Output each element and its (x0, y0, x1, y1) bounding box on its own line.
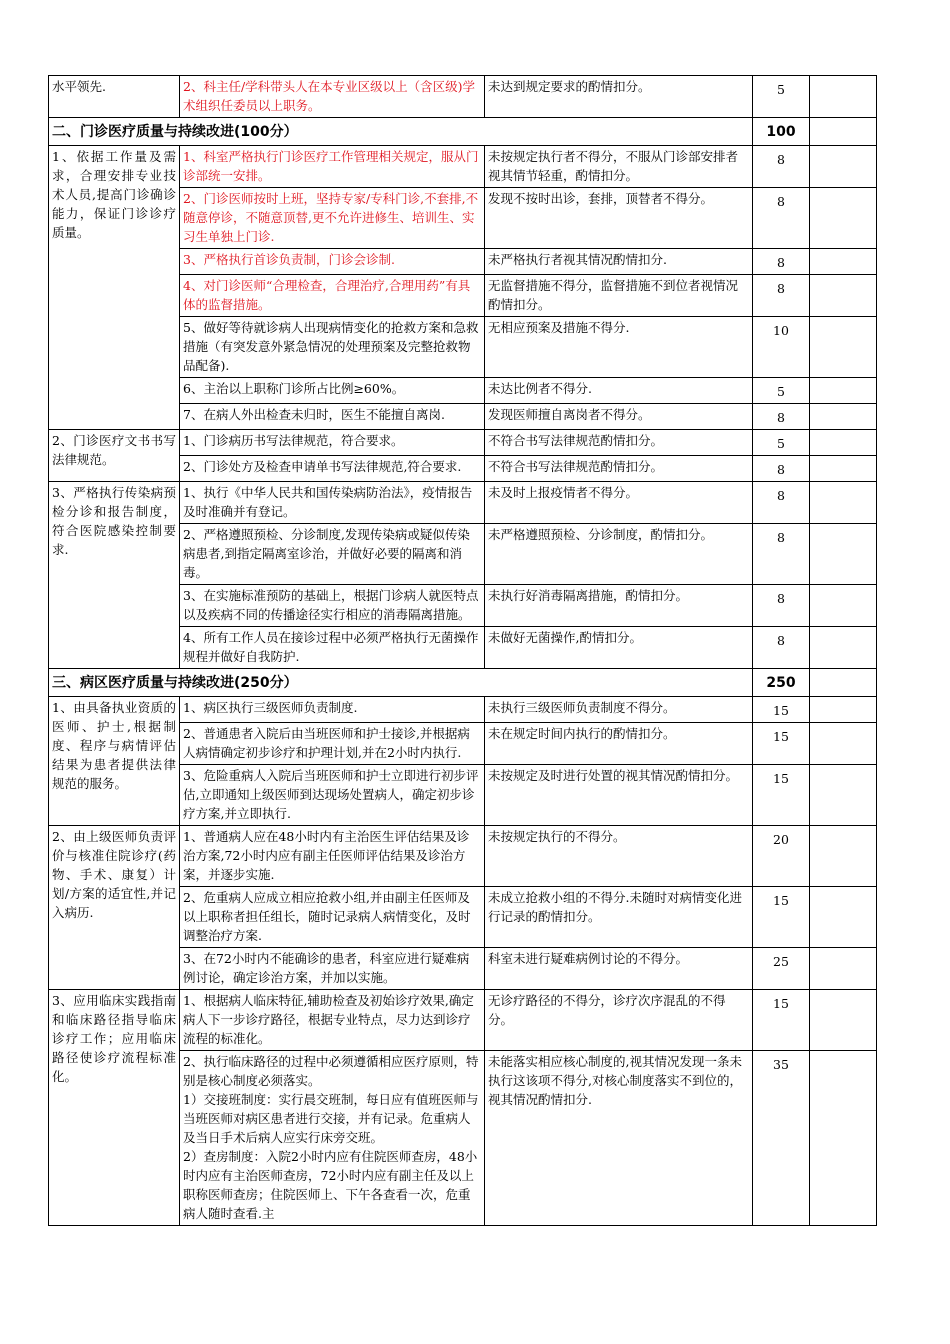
score-cell: 5 (753, 378, 810, 404)
standard-cell: 未在规定时间内执行的酌情扣分。 (485, 723, 753, 765)
section-title: 三、病区医疗质量与持续改进(250分） (49, 669, 753, 697)
requirement-cell: 5、做好等待就诊病人出现病情变化的抢救方案和急救措施（有突发意外紧急情况的处理预案及完整抢救物品配备). (180, 317, 485, 378)
empty-cell (810, 118, 877, 146)
standard-cell: 未严格执行者视其情况酌情扣分. (485, 249, 753, 275)
score-cell: 8 (753, 188, 810, 249)
standard-cell: 未能落实相应核心制度的,视其情况发现一条未执行这该项不得分,对核心制度落实不到位的，视其情况酌情扣分. (485, 1051, 753, 1226)
evaluation-table (48, 75, 877, 1226)
empty-cell (810, 697, 877, 723)
standard-cell: 发现医师擅自离岗者不得分。 (485, 404, 753, 430)
empty-cell (810, 482, 877, 524)
empty-cell (810, 456, 877, 482)
empty-cell (810, 723, 877, 765)
standard-cell: 未执行三级医师负责制度不得分。 (485, 697, 753, 723)
requirement-cell: 1、病区执行三级医师负责制度. (180, 697, 485, 723)
category-cell: 1、依据工作量及需求，合理安排专业技术人员,提高门诊确诊能力，保证门诊诊疗质量。 (49, 146, 180, 430)
standard-cell: 未成立抢救小组的不得分.未随时对病情变化进行记录的酌情扣分。 (485, 887, 753, 948)
section-title: 二、门诊医疗质量与持续改进(100分） (49, 118, 753, 146)
requirement-cell: 3、严格执行首诊负责制，门诊会诊制. (180, 249, 485, 275)
standard-cell: 未严格遵照预检、分诊制度，酌情扣分。 (485, 524, 753, 585)
score-cell: 15 (753, 723, 810, 765)
category-cell: 1、由具备执业资质的医师、护士,根据制度、程序与病情评估结果为患者提供法律规范的服务。 (49, 697, 180, 826)
empty-cell (810, 317, 877, 378)
score-cell: 35 (753, 1051, 810, 1226)
standard-cell: 未按规定执行者不得分，不服从门诊部安排者视其情节轻重，酌情扣分。 (485, 146, 753, 188)
table-row (49, 826, 877, 887)
empty-cell (810, 1051, 877, 1226)
empty-cell (810, 378, 877, 404)
score-cell: 8 (753, 585, 810, 627)
requirement-cell: 1、科室严格执行门诊医疗工作管理相关规定，服从门诊部统一安排。 (180, 146, 485, 188)
score-cell: 5 (753, 76, 810, 118)
section-score: 100 (753, 118, 810, 146)
standard-cell: 无诊疗路径的不得分，诊疗次序混乱的不得分。 (485, 990, 753, 1051)
table-row (49, 990, 877, 1051)
standard-cell: 不符合书写法律规范酌情扣分。 (485, 430, 753, 456)
category-cell: 3、应用临床实践指南和临床路径指导临床诊疗工作；应用临床路径使诊疗流程标准化。 (49, 990, 180, 1226)
requirement-cell: 1、执行《中华人民共和国传染病防治法》，疫情报告及时准确并有登记。 (180, 482, 485, 524)
table-row (49, 430, 877, 456)
standard-cell: 未达到规定要求的酌情扣分。 (485, 76, 753, 118)
table-row (49, 697, 877, 723)
standard-cell: 发现不按时出诊，套排，顶替者不得分。 (485, 188, 753, 249)
empty-cell (810, 275, 877, 317)
score-cell: 15 (753, 765, 810, 826)
requirement-cell: 2、门诊处方及检查申请单书写法律规范,符合要求. (180, 456, 485, 482)
requirement-cell: 2、门诊医师按时上班，坚持专家/专科门诊,不套排,不随意停诊，不随意顶替,更不允许进修生、培训生、实习生单独上门诊. (180, 188, 485, 249)
table-row (49, 76, 877, 118)
standard-cell: 未达比例者不得分. (485, 378, 753, 404)
score-cell: 8 (753, 456, 810, 482)
empty-cell (810, 826, 877, 887)
score-cell: 8 (753, 249, 810, 275)
empty-cell (810, 146, 877, 188)
empty-cell (810, 188, 877, 249)
standard-cell: 不符合书写法律规范酌情扣分。 (485, 456, 753, 482)
requirement-cell: 6、主治以上职称门诊所占比例≥60%。 (180, 378, 485, 404)
requirement-cell: 3、在实施标准预防的基础上，根据门诊病人就医特点以及疾病不同的传播途径实行相应的消毒隔离措施。 (180, 585, 485, 627)
evaluation-table-body (49, 76, 877, 1226)
standard-cell: 未做好无菌操作,酌情扣分。 (485, 627, 753, 669)
requirement-cell: 4、所有工作人员在接诊过程中必须严格执行无菌操作规程并做好自我防护. (180, 627, 485, 669)
score-cell: 8 (753, 146, 810, 188)
score-cell: 5 (753, 430, 810, 456)
requirement-cell: 2、严格遵照预检、分诊制度,发现传染病或疑似传染病患者,到指定隔离室诊治，并做好必要的隔离和消毒。 (180, 524, 485, 585)
score-cell: 8 (753, 627, 810, 669)
empty-cell (810, 948, 877, 990)
empty-cell (810, 627, 877, 669)
requirement-cell: 1、门诊病历书写法律规范，符合要求。 (180, 430, 485, 456)
requirement-cell: 2、普通患者入院后由当班医师和护士接诊,并根据病人病情确定初步诊疗和护理计划,并在2小时内执行. (180, 723, 485, 765)
table-row (49, 146, 877, 188)
standard-cell: 未按规定执行的不得分。 (485, 826, 753, 887)
category-cell: 2、由上级医师负责评价与核准住院诊疗(药物、手术、康复）计划/方案的适宜性,并记入病历. (49, 826, 180, 990)
requirement-cell: 1、普通病人应在48小时内有主治医生评估结果及诊治方案,72小时内应有副主任医师评估结果及诊治方案，并逐步实施. (180, 826, 485, 887)
requirement-cell: 2、科主任/学科带头人在本专业区级以上（含区级)学术组织任委员以上职务。 (180, 76, 485, 118)
requirement-cell: 7、在病人外出检查未归时，医生不能擅自离岗. (180, 404, 485, 430)
empty-cell (810, 585, 877, 627)
empty-cell (810, 669, 877, 697)
score-cell: 10 (753, 317, 810, 378)
empty-cell (810, 765, 877, 826)
score-cell: 15 (753, 887, 810, 948)
empty-cell (810, 249, 877, 275)
category-cell: 2、门诊医疗文书书写法律规范。 (49, 430, 180, 482)
score-cell: 8 (753, 404, 810, 430)
score-cell: 20 (753, 826, 810, 887)
standard-cell: 无相应预案及措施不得分. (485, 317, 753, 378)
requirement-cell: 3、在72小时内不能确诊的患者，科室应进行疑难病例讨论，确定诊治方案，并加以实施。 (180, 948, 485, 990)
score-cell: 8 (753, 275, 810, 317)
empty-cell (810, 404, 877, 430)
requirement-cell: 2、危重病人应成立相应抢救小组,并由副主任医师及以上职称者担任组长，随时记录病人病情变化，及时调整治疗方案. (180, 887, 485, 948)
standard-cell: 科室未进行疑难病例讨论的不得分。 (485, 948, 753, 990)
score-cell: 15 (753, 990, 810, 1051)
requirement-cell: 1、根据病人临床特征,辅助检查及初始诊疗效果,确定病人下一步诊疗路径，根据专业特点，尽力达到诊疗流程的标准化。 (180, 990, 485, 1051)
section-header-row (49, 669, 877, 697)
category-cell: 水平领先. (49, 76, 180, 118)
score-cell: 25 (753, 948, 810, 990)
empty-cell (810, 524, 877, 585)
section-score: 250 (753, 669, 810, 697)
requirement-cell: 2、执行临床路径的过程中必须遵循相应医疗原则，特别是核心制度必须落实。 1）交接班制度：实行晨交班制，每日应有值班医师与当班医师对病区患者进行交接，并有记录。危重病人及当日手术后病人应实行床旁交班。 2）查房制度：入院2小时内应有住院医师查房，48小时内应有主治医师查房，72小时内应有副主任及以上职称医师查房；住院医师上、下午各查看一次，危重病人随时查看.主 (180, 1051, 485, 1226)
table-row (49, 482, 877, 524)
score-cell: 15 (753, 697, 810, 723)
requirement-cell: 3、危险重病人入院后当班医师和护士立即进行初步评估,立即通知上级医师到达现场处置病人，确定初步诊疗方案,并立即执行. (180, 765, 485, 826)
empty-cell (810, 430, 877, 456)
standard-cell: 未按规定及时进行处置的视其情况酌情扣分。 (485, 765, 753, 826)
empty-cell (810, 887, 877, 948)
category-cell: 3、严格执行传染病预检分诊和报告制度，符合医院感染控制要求. (49, 482, 180, 669)
requirement-cell: 4、对门诊医师“合理检查，合理治疗,合理用药”有具体的监督措施。 (180, 275, 485, 317)
standard-cell: 未及时上报疫情者不得分。 (485, 482, 753, 524)
section-header-row (49, 118, 877, 146)
score-cell: 8 (753, 524, 810, 585)
empty-cell (810, 990, 877, 1051)
score-cell: 8 (753, 482, 810, 524)
standard-cell: 无监督措施不得分，监督措施不到位者视情况酌情扣分。 (485, 275, 753, 317)
empty-cell (810, 76, 877, 118)
standard-cell: 未执行好消毒隔离措施，酌情扣分。 (485, 585, 753, 627)
